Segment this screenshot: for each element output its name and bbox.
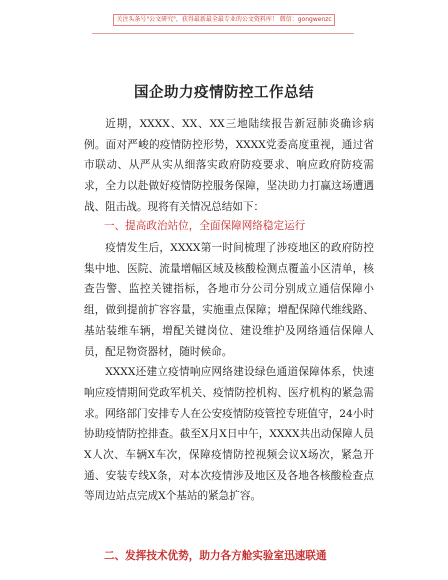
intro-paragraph: 近期，XXXX、XX、XX三地陆续报告新冠肺炎确诊病例。面对严峻的疫情防控形势，XXXX党委高度重视，通过省市联动、从严从实从细落实政府防疫要求、响应政府防疫需求，全力以赴做好疫情防控服务保障，坚决助力打赢这场遭遇战、阻击战。现将有关情况总结如下： [84, 118, 374, 213]
intro-block [84, 114, 374, 218]
header-divider [92, 33, 354, 34]
section2-heading: 二、发挥技术优势，助力各方舱实验室迅速联通 [104, 550, 327, 562]
section1-block [84, 238, 374, 507]
section1-heading: 一、提高政治站位，全面保障网络稳定运行 [104, 220, 306, 232]
section1-paragraph-2: XXXX还建立疫情响应网络建设绿色通道保障体系，快速响应疫情期间党政军机关、疫情防控机构、医疗机构的紧急需求。网络部门安排专人在公安疫情防疫管控专班值守，24小时协助疫情防控排查。截至X月X日中午，XXXX共出动保障人员X人次、车辆X车次，保障疫情防控视频会议X场次，紧急开通、安装专线X条，对本次疫情涉及地区及各地各核酸检查点等周边站点完成X个基站的紧急扩容。 [84, 366, 374, 503]
document-title: 国企助力疫情防控工作总结 [134, 85, 314, 101]
section1-paragraph-1: 疫情发生后，XXXX第一时间梳理了涉疫地区的政府防控集中地、医院、流量增幅区域及核酸检测点覆盖小区清单，核查告警、监控关键指标，各地市分公司分别成立通信保障小组，做到提前扩容容量，实施重点保障；增配保障代维线路、基站装维车辆，增配关键岗位、建设维护及网络通信保障人员，配足物资器材，随时候命。 [84, 242, 374, 358]
header-banner: 关注头条号"公文研究"，获得最新最全最专业的公文资料库！ 微信：gongwenzc [113, 14, 335, 26]
